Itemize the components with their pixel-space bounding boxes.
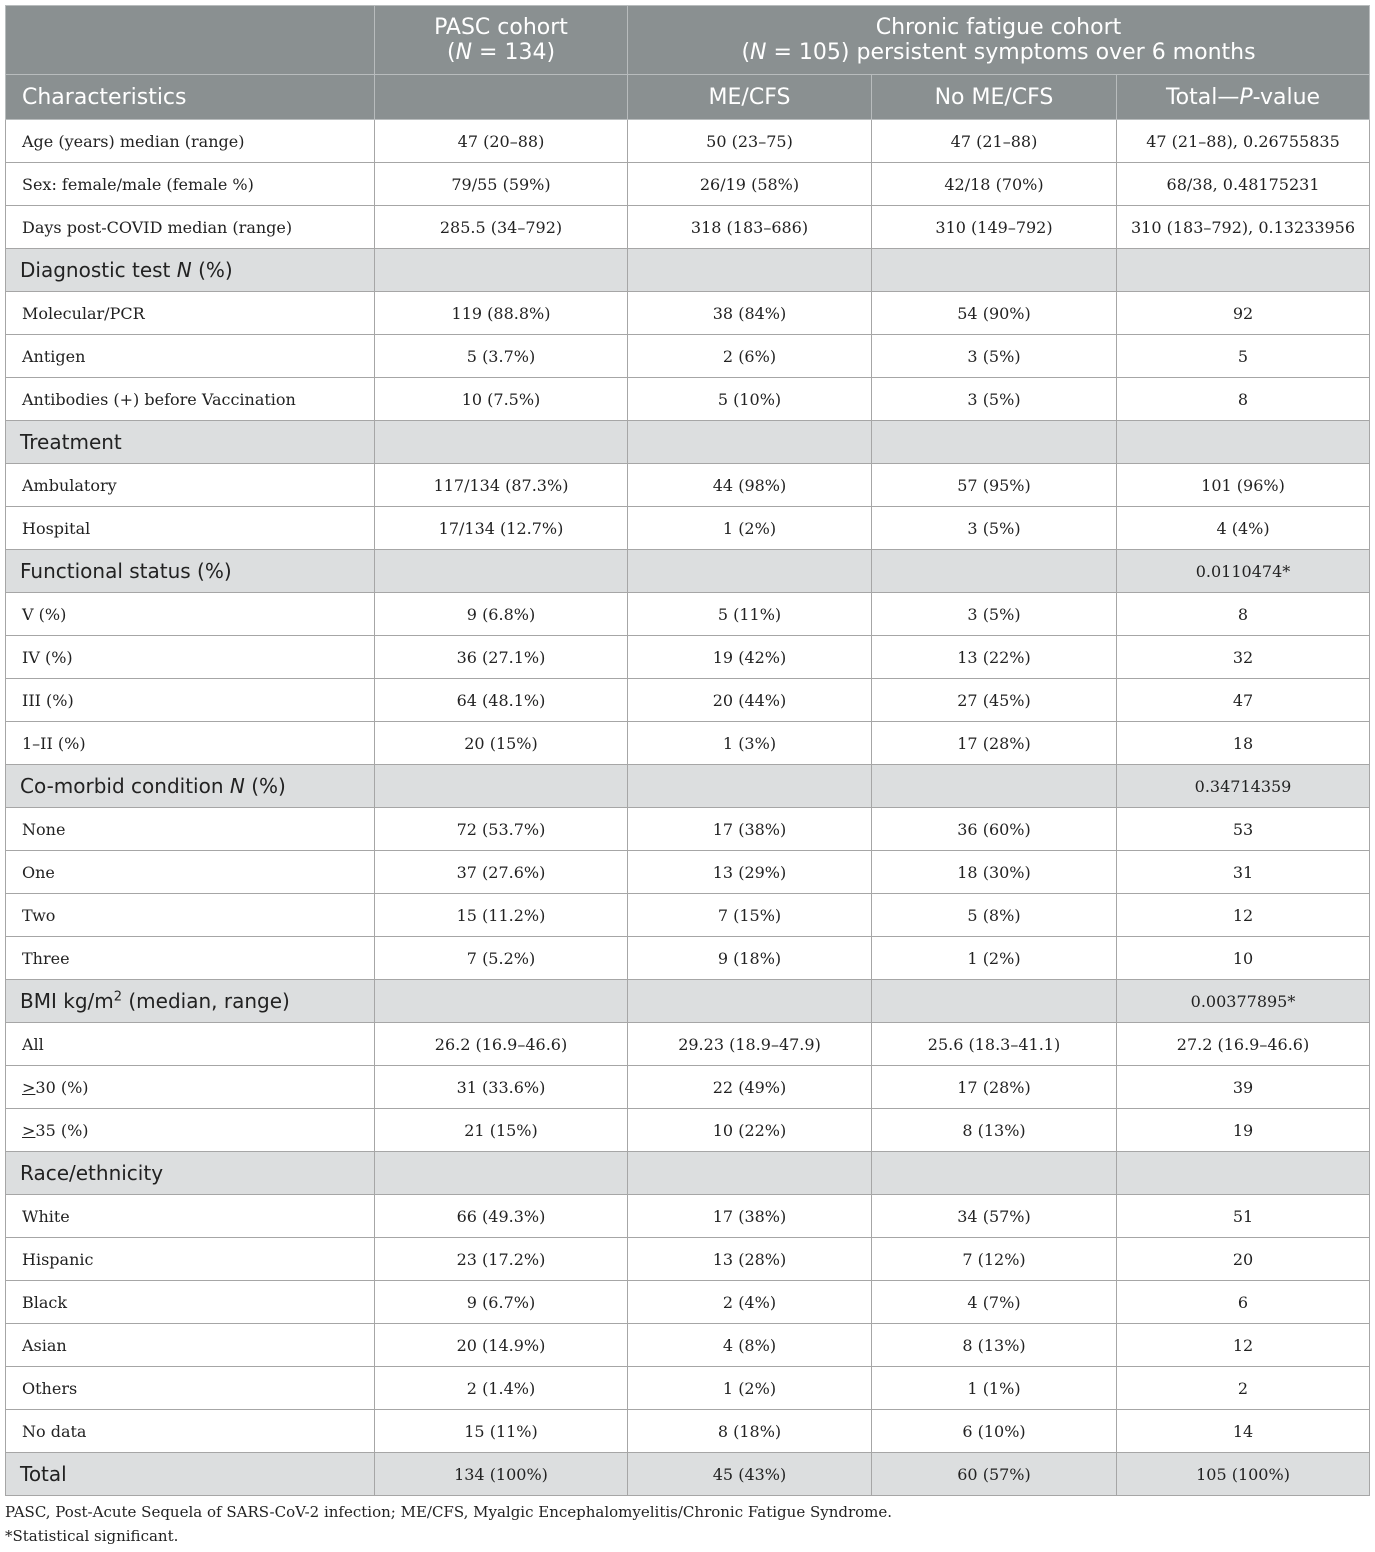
row-label-text: Total: [20, 1462, 67, 1486]
cell-pasc: 9 (6.8%): [375, 593, 628, 636]
cell-pasc: [375, 550, 628, 593]
cell-total: [1117, 1152, 1370, 1195]
cell-pasc: 66 (49.3%): [375, 1195, 628, 1238]
cell-pasc: 7 (5.2%): [375, 937, 628, 980]
table-row: [6, 163, 1370, 206]
row-label-text: Sex: female/male (female %): [22, 174, 254, 194]
cell-mecfs: [628, 249, 872, 292]
cell-total: 19: [1117, 1109, 1370, 1152]
cell-total: 8: [1117, 378, 1370, 421]
row-label: [6, 1066, 375, 1109]
cell-total: 2: [1117, 1367, 1370, 1410]
table-row: [6, 507, 1370, 550]
cell-no-mecfs: 310 (149–792): [872, 206, 1117, 249]
cell-pasc: 36 (27.1%): [375, 636, 628, 679]
table-row: [6, 1410, 1370, 1453]
row-label-text: Others: [22, 1378, 78, 1398]
row-label-text: None: [22, 819, 66, 839]
row-label: [6, 1410, 375, 1453]
cell-no-mecfs: 60 (57%): [872, 1453, 1117, 1496]
cell-total: 12: [1117, 1324, 1370, 1367]
row-label-text: Ambulatory: [22, 475, 117, 495]
row-label-text: Asian: [22, 1335, 67, 1355]
row-label-text: Treatment: [20, 430, 122, 454]
cell-total: 31: [1117, 851, 1370, 894]
cell-no-mecfs: 5 (8%): [872, 894, 1117, 937]
cell-total: 0.0110474*: [1117, 550, 1370, 593]
cell-total: 32: [1117, 636, 1370, 679]
cell-mecfs: 44 (98%): [628, 464, 872, 507]
cell-mecfs: 318 (183–686): [628, 206, 872, 249]
cell-total: 12: [1117, 894, 1370, 937]
cell-mecfs: 22 (49%): [628, 1066, 872, 1109]
cell-total: 5: [1117, 335, 1370, 378]
row-label: [6, 937, 375, 980]
cell-pasc: 117/134 (87.3%): [375, 464, 628, 507]
cell-pasc: 10 (7.5%): [375, 378, 628, 421]
n-value: = 134): [472, 40, 556, 65]
cell-mecfs: [628, 421, 872, 464]
cell-pasc: 2 (1.4%): [375, 1367, 628, 1410]
cell-mecfs: [628, 765, 872, 808]
row-label-text: 1–II (%): [22, 733, 86, 753]
cell-mecfs: 10 (22%): [628, 1109, 872, 1152]
cell-mecfs: [628, 980, 872, 1023]
footnote-abbreviations: PASC, Post-Acute Sequela of SARS-CoV-2 infection; ME/CFS, Myalgic Encephalomyelitis/Chronic Fatigue Syndrome.: [5, 1503, 893, 1521]
total-label: Total—: [1165, 84, 1240, 110]
header-chronic-n: [628, 40, 1369, 65]
cell-no-mecfs: 25.6 (18.3–41.1): [872, 1023, 1117, 1066]
cell-mecfs: [628, 1152, 872, 1195]
cell-mecfs: 1 (3%): [628, 722, 872, 765]
header-no-mecfs: No ME/CFS: [872, 75, 1117, 120]
cell-no-mecfs: 7 (12%): [872, 1238, 1117, 1281]
cell-total: 53: [1117, 808, 1370, 851]
row-label-text: Days post-COVID median (range): [22, 217, 293, 237]
row-label: [6, 206, 375, 249]
cell-total: 101 (96%): [1117, 464, 1370, 507]
cell-total: 68/38, 0.48175231: [1117, 163, 1370, 206]
header-pasc-n: [375, 40, 627, 65]
table-row: [6, 120, 1370, 163]
cell-pasc: 9 (6.7%): [375, 1281, 628, 1324]
header-chronic-title: Chronic fatigue cohort: [875, 15, 1122, 40]
header-row-groups: [6, 6, 1370, 75]
cell-pasc: [375, 249, 628, 292]
row-label-text: IV (%): [22, 647, 73, 667]
table-row: [6, 937, 1370, 980]
cell-mecfs: 7 (15%): [628, 894, 872, 937]
cell-no-mecfs: 34 (57%): [872, 1195, 1117, 1238]
table-row: [6, 1367, 1370, 1410]
row-label-superscript: 2: [113, 989, 123, 1005]
cell-no-mecfs: 36 (60%): [872, 808, 1117, 851]
cell-mecfs: 4 (8%): [628, 1324, 872, 1367]
cell-total: 18: [1117, 722, 1370, 765]
cell-pasc: 31 (33.6%): [375, 1066, 628, 1109]
row-label-text: Three: [22, 948, 70, 968]
cell-mecfs: 1 (2%): [628, 1367, 872, 1410]
cell-total: 47 (21–88), 0.26755835: [1117, 120, 1370, 163]
cell-total: 4 (4%): [1117, 507, 1370, 550]
table-row: [6, 808, 1370, 851]
table-row: [6, 378, 1370, 421]
row-label-text: Antigen: [22, 346, 86, 366]
cell-total: [1117, 421, 1370, 464]
row-label: [6, 851, 375, 894]
cell-mecfs: 20 (44%): [628, 679, 872, 722]
cell-mecfs: 2 (4%): [628, 1281, 872, 1324]
cell-no-mecfs: 8 (13%): [872, 1109, 1117, 1152]
cell-no-mecfs: 54 (90%): [872, 292, 1117, 335]
cell-mecfs: 5 (10%): [628, 378, 872, 421]
cell-no-mecfs: 17 (28%): [872, 722, 1117, 765]
n-var: N: [455, 40, 473, 65]
cell-pasc: 15 (11%): [375, 1410, 628, 1453]
cell-pasc: 119 (88.8%): [375, 292, 628, 335]
cell-total: [1117, 249, 1370, 292]
row-label-text: V (%): [22, 604, 67, 624]
row-label: [6, 593, 375, 636]
cell-no-mecfs: 3 (5%): [872, 335, 1117, 378]
row-label-text: One: [22, 862, 55, 882]
cell-mecfs: 50 (23–75): [628, 120, 872, 163]
cell-total: 6: [1117, 1281, 1370, 1324]
cell-total: 92: [1117, 292, 1370, 335]
row-label-text: Age (years) median (range): [22, 131, 245, 151]
cell-no-mecfs: 1 (1%): [872, 1367, 1117, 1410]
table-row: [6, 851, 1370, 894]
cell-mecfs: 38 (84%): [628, 292, 872, 335]
table-row: [6, 335, 1370, 378]
section-row: [6, 421, 1370, 464]
row-label-italic: N: [229, 774, 245, 798]
row-label: [6, 421, 375, 464]
header-pasc-cohort: [375, 6, 628, 75]
row-label: [6, 1281, 375, 1324]
cell-pasc: 26.2 (16.9–46.6): [375, 1023, 628, 1066]
row-label-text: Co-morbid condition: [20, 774, 230, 798]
cell-total: 0.34714359: [1117, 765, 1370, 808]
total-row: [6, 1453, 1370, 1496]
row-label-text: Black: [22, 1292, 68, 1312]
cell-no-mecfs: 6 (10%): [872, 1410, 1117, 1453]
row-label-text: Diagnostic test: [20, 258, 177, 282]
row-label: [6, 249, 375, 292]
row-label: [6, 722, 375, 765]
cell-pasc: 5 (3.7%): [375, 335, 628, 378]
cell-pasc: 37 (27.6%): [375, 851, 628, 894]
cell-total: 39: [1117, 1066, 1370, 1109]
cell-mecfs: 45 (43%): [628, 1453, 872, 1496]
cell-total: 47: [1117, 679, 1370, 722]
cell-mecfs: 2 (6%): [628, 335, 872, 378]
cell-total: 27.2 (16.9–46.6): [1117, 1023, 1370, 1066]
cell-total: 20: [1117, 1238, 1370, 1281]
header-mecfs: ME/CFS: [628, 75, 872, 120]
n-value: = 105) persistent symptoms over 6 months: [766, 40, 1256, 65]
row-label-text: Hospital: [22, 518, 91, 538]
row-label: [6, 1109, 375, 1152]
row-label-italic: N: [176, 258, 192, 282]
paren: (: [446, 40, 456, 65]
cell-no-mecfs: 18 (30%): [872, 851, 1117, 894]
cell-pasc: 72 (53.7%): [375, 808, 628, 851]
cell-pasc: [375, 421, 628, 464]
cell-pasc: 64 (48.1%): [375, 679, 628, 722]
row-label-text: Molecular/PCR: [22, 303, 145, 323]
row-label-text: Antibodies (+) before Vaccination: [22, 389, 296, 409]
header-total-pvalue: [1117, 75, 1370, 120]
cell-no-mecfs: 47 (21–88): [872, 120, 1117, 163]
row-label-text: No data: [22, 1421, 87, 1441]
row-label: [6, 120, 375, 163]
section-row: [6, 550, 1370, 593]
cell-total: 105 (100%): [1117, 1453, 1370, 1496]
cell-total: 0.00377895*: [1117, 980, 1370, 1023]
cell-total: 310 (183–792), 0.13233956: [1117, 206, 1370, 249]
cell-pasc: 20 (14.9%): [375, 1324, 628, 1367]
cell-no-mecfs: 17 (28%): [872, 1066, 1117, 1109]
cell-mecfs: 29.23 (18.9–47.9): [628, 1023, 872, 1066]
cell-pasc: 47 (20–88): [375, 120, 628, 163]
cell-no-mecfs: [872, 765, 1117, 808]
row-label-suffix: (median, range): [122, 989, 290, 1013]
table-row: [6, 636, 1370, 679]
row-label: [6, 464, 375, 507]
pvalue-suffix: -value: [1252, 84, 1321, 110]
row-label: [6, 378, 375, 421]
header-pasc-title: PASC cohort: [434, 15, 568, 40]
row-label: [6, 1152, 375, 1195]
cell-mecfs: 17 (38%): [628, 1195, 872, 1238]
row-label: [6, 1023, 375, 1066]
row-label: [6, 507, 375, 550]
table-row: [6, 1324, 1370, 1367]
row-label: [6, 765, 375, 808]
cell-no-mecfs: 4 (7%): [872, 1281, 1117, 1324]
table-row: [6, 206, 1370, 249]
cell-no-mecfs: 8 (13%): [872, 1324, 1117, 1367]
cell-mecfs: [628, 550, 872, 593]
cell-mecfs: 13 (28%): [628, 1238, 872, 1281]
cell-no-mecfs: 13 (22%): [872, 636, 1117, 679]
row-label-suffix: (%): [244, 774, 286, 798]
row-label-suffix: (%): [191, 258, 233, 282]
cell-no-mecfs: 42/18 (70%): [872, 163, 1117, 206]
row-label: [6, 1324, 375, 1367]
cell-pasc: 285.5 (34–792): [375, 206, 628, 249]
row-label-text: Functional status (%): [20, 559, 232, 583]
row-label-text: 35 (%): [35, 1120, 89, 1140]
row-label: [6, 335, 375, 378]
table-row: [6, 1023, 1370, 1066]
table-row: [6, 1066, 1370, 1109]
cell-no-mecfs: [872, 1152, 1117, 1195]
row-label-text: Hispanic: [22, 1249, 94, 1269]
row-label-text: White: [22, 1206, 70, 1226]
section-row: [6, 765, 1370, 808]
cell-no-mecfs: 57 (95%): [872, 464, 1117, 507]
row-label-text: 30 (%): [35, 1077, 89, 1097]
p-var: P: [1239, 84, 1253, 110]
header-chronic-cohort: [628, 6, 1370, 75]
table-row: [6, 1238, 1370, 1281]
table-row: [6, 679, 1370, 722]
cell-total: 10: [1117, 937, 1370, 980]
cell-pasc: 79/55 (59%): [375, 163, 628, 206]
cell-pasc: 20 (15%): [375, 722, 628, 765]
cell-total: 8: [1117, 593, 1370, 636]
header-pasc-empty: [375, 75, 628, 120]
cell-no-mecfs: 3 (5%): [872, 593, 1117, 636]
cell-no-mecfs: [872, 421, 1117, 464]
table-row: [6, 722, 1370, 765]
cell-mecfs: 17 (38%): [628, 808, 872, 851]
cell-no-mecfs: [872, 249, 1117, 292]
cell-no-mecfs: 1 (2%): [872, 937, 1117, 980]
cell-pasc: [375, 1152, 628, 1195]
table-row: [6, 894, 1370, 937]
row-label-text: Race/ethnicity: [20, 1161, 164, 1185]
cell-pasc: [375, 980, 628, 1023]
cell-mecfs: 5 (11%): [628, 593, 872, 636]
row-label-text: III (%): [22, 690, 74, 710]
cell-pasc: 134 (100%): [375, 1453, 628, 1496]
cell-total: 51: [1117, 1195, 1370, 1238]
table-container: [5, 5, 1369, 1496]
header-row-columns: [6, 75, 1370, 120]
row-label: [6, 679, 375, 722]
cell-total: 14: [1117, 1410, 1370, 1453]
cell-mecfs: 1 (2%): [628, 507, 872, 550]
row-label: [6, 636, 375, 679]
cell-mecfs: 19 (42%): [628, 636, 872, 679]
cell-no-mecfs: 27 (45%): [872, 679, 1117, 722]
row-label-text: Two: [22, 905, 56, 925]
row-label: [6, 1238, 375, 1281]
cell-pasc: 21 (15%): [375, 1109, 628, 1152]
row-label-text: All: [22, 1034, 44, 1054]
header-characteristics: Characteristics: [6, 75, 375, 120]
characteristics-table: [5, 5, 1370, 1496]
cell-pasc: [375, 765, 628, 808]
cell-no-mecfs: [872, 550, 1117, 593]
table-row: [6, 593, 1370, 636]
table-row: [6, 1109, 1370, 1152]
row-label: [6, 894, 375, 937]
row-label: [6, 1195, 375, 1238]
footnote-significance: *Statistical significant.: [5, 1527, 179, 1545]
section-row: [6, 249, 1370, 292]
row-label: [6, 292, 375, 335]
cell-pasc: 15 (11.2%): [375, 894, 628, 937]
header-empty-cell: [6, 6, 375, 75]
cell-no-mecfs: 3 (5%): [872, 378, 1117, 421]
cell-mecfs: 26/19 (58%): [628, 163, 872, 206]
cell-pasc: 17/134 (12.7%): [375, 507, 628, 550]
table-row: [6, 1195, 1370, 1238]
ge-symbol: >: [22, 1077, 36, 1097]
row-label: [6, 163, 375, 206]
row-label: [6, 1367, 375, 1410]
paren: (: [741, 40, 751, 65]
cell-no-mecfs: 3 (5%): [872, 507, 1117, 550]
row-label: [6, 1453, 375, 1496]
cell-mecfs: 9 (18%): [628, 937, 872, 980]
cell-mecfs: 8 (18%): [628, 1410, 872, 1453]
ge-symbol: >: [22, 1120, 36, 1140]
row-label: [6, 980, 375, 1023]
row-label-text: BMI kg/m: [20, 989, 114, 1013]
cell-pasc: 23 (17.2%): [375, 1238, 628, 1281]
section-row: [6, 980, 1370, 1023]
cell-mecfs: 13 (29%): [628, 851, 872, 894]
table-row: [6, 464, 1370, 507]
row-label: [6, 550, 375, 593]
n-var: N: [750, 40, 767, 65]
cell-no-mecfs: [872, 980, 1117, 1023]
section-row: [6, 1152, 1370, 1195]
row-label: [6, 808, 375, 851]
table-row: [6, 292, 1370, 335]
table-row: [6, 1281, 1370, 1324]
